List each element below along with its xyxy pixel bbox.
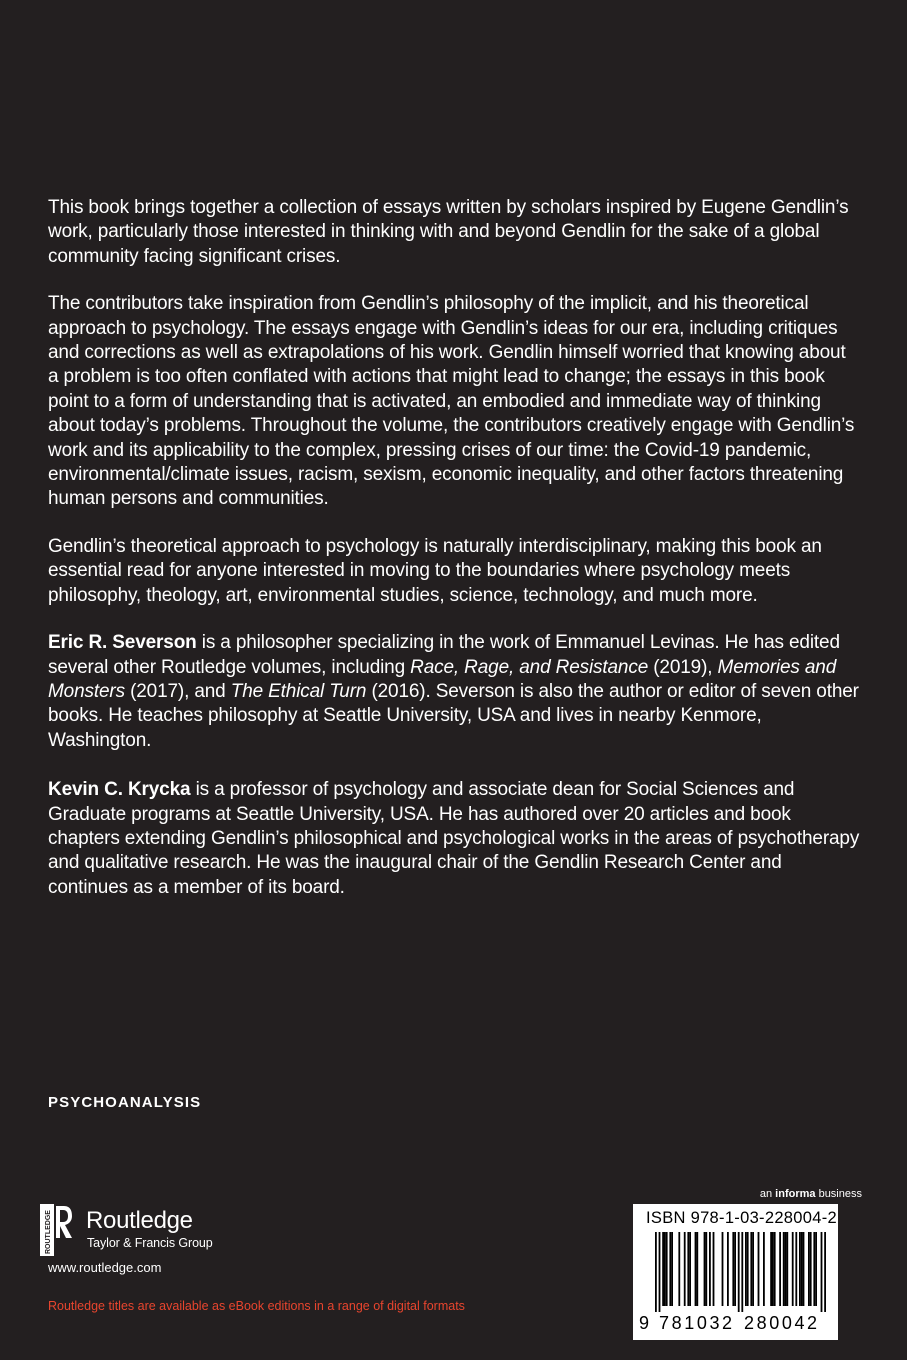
barcode-bar [801,1232,803,1306]
barcode-bar [709,1232,711,1306]
barcode-bar [662,1232,664,1306]
barcode-bar [684,1232,686,1306]
barcode-bar [669,1232,671,1306]
book-title: Race, Rage, and Resistance [410,656,649,678]
barcode-bar [666,1232,668,1306]
barcode-bar [785,1232,787,1306]
informa-tagline: an informa business [759,1188,862,1200]
barcode-bar [783,1232,785,1306]
routledge-logo [40,1204,240,1256]
barcode-bar [713,1232,715,1306]
book-title: Memories and Monsters [48,656,837,702]
barcode-bar [803,1232,805,1306]
author-name: Kevin C. Krycka [48,779,191,801]
barcode-bar [687,1232,689,1306]
barcode-guard-bar [738,1232,740,1312]
barcode-bar [799,1232,801,1306]
barcode-bar [758,1232,760,1306]
publisher-website[interactable]: www.routledge.com [48,1260,162,1275]
informa-brand: informa [775,1188,816,1200]
barcode-first-digit: 9 [639,1313,650,1333]
book-title: The Ethical Turn [230,680,367,702]
barcode-bar [792,1232,794,1306]
barcode-bar [752,1232,754,1306]
barcode-right-group: 280042 [744,1313,820,1333]
barcode-bar [770,1232,772,1306]
barcode-bar [763,1232,765,1306]
barcode-bar [664,1232,666,1306]
blurb-paragraph-2: The contributors take inspiration from Gendlin’s philosophy of the implicit, and his theoretical approach to psychology. The essays engage with Gendlin’s ideas for our era, including critiques and corrections as well as extrapolations of his work. Gendlin himself worried that knowing about a problem is too often conflated with actions that might lead to change; the essays in this book point to a form of understanding that is activated, an embodied and immediate way of thinking about today’s problems. Throughout the volume, the contributors creatively engage with Gendlin’s work and its applicability to the complex, pressing crises of our time: the Covid-19 pandemic, environmental/climate issues, racism, sexism, economic inequality, and other factors threatening human persons and communities. [48,293,855,510]
barcode-guard-bar [741,1232,743,1312]
barcode-bar [722,1232,724,1306]
author-bio-krycka: Kevin C. Krycka is a professor of psychology and associate dean for Social Sciences and Graduate programs at Seattle University, USA. He has authored over 20 articles and book chapters extending Gendlin’s philosophical and psychological works in the areas of psychotherapy and qualitative research. He was the inaugural chair of the Gendlin Research Center and continues as a member of its board. [48,779,860,898]
barcode-bar [774,1232,776,1306]
barcode-bar [808,1232,810,1306]
barcode-bar [779,1232,781,1306]
barcode-bar [678,1232,680,1306]
barcode-bar [705,1232,707,1306]
author-bio-severson: Eric R. Severson is a philosopher specializing in the work of Emmanuel Levinas. He has edited several other Routledge volumes, including Race, Rage, and Resistance (2019), Memories and Monsters (2017), and The Ethical Turn (2016). Severson is also the author or editor of seven other books. He teaches philosophy at Seattle University, USA and lives in nearby Kenmore, Washington. [48,632,859,751]
barcode-bar [732,1232,734,1306]
barcode-bar [704,1232,706,1306]
barcode-bar [795,1232,797,1306]
barcode-bar [747,1232,749,1306]
barcode-left-group: 781032 [659,1313,735,1333]
publisher-name: Routledge [86,1207,193,1234]
barcode-bar [734,1232,736,1306]
barcode-bar [727,1232,729,1306]
barcode-bar [750,1232,752,1306]
barcode-bar [689,1232,691,1306]
barcode-guard-bar [659,1232,661,1312]
barcode-bar [813,1232,815,1306]
barcode-bar [671,1232,673,1306]
barcode-bar [745,1232,747,1306]
barcode-guard-bar [824,1232,826,1312]
barcode-guard-bar [821,1232,823,1312]
routledge-r-icon [40,1204,72,1256]
barcode-bars [641,1232,831,1312]
blurb-paragraph-1: This book brings together a collection of essays written by scholars inspired by Eugene Gendlin’s work, particularly those interested in thinking with and beyond Gendlin for the sake of a global community facing significant crises. [48,197,849,267]
routledge-spine-text: ROUTLEDGE [45,1210,52,1254]
barcode-guard-bar [655,1232,657,1312]
barcode-bar [815,1232,817,1306]
publisher-group: Taylor & Francis Group [87,1236,213,1250]
barcode-bar [786,1232,788,1306]
barcode-bar [695,1232,697,1306]
barcode-bar [810,1232,812,1306]
author-name: Eric R. Severson [48,632,197,654]
blurb-paragraph-3: Gendlin’s theoretical approach to psychology is naturally interdisciplinary, making this book an essential read for anyone interested in moving to the boundaries where psychology meets philosophy, theology, art, environmental studies, science, technology, and much more. [48,535,822,606]
subject-category: PSYCHOANALYSIS [48,1094,202,1111]
ebook-availability-note: Routledge titles are available as eBook editions in a range of digital formats [48,1299,465,1313]
barcode-bar [772,1232,774,1306]
isbn-label: ISBN 978-1-03-228004-2 [646,1209,837,1227]
back-cover-blurb [48,196,860,925]
isbn-barcode [633,1204,838,1340]
barcode-bar [696,1232,698,1306]
